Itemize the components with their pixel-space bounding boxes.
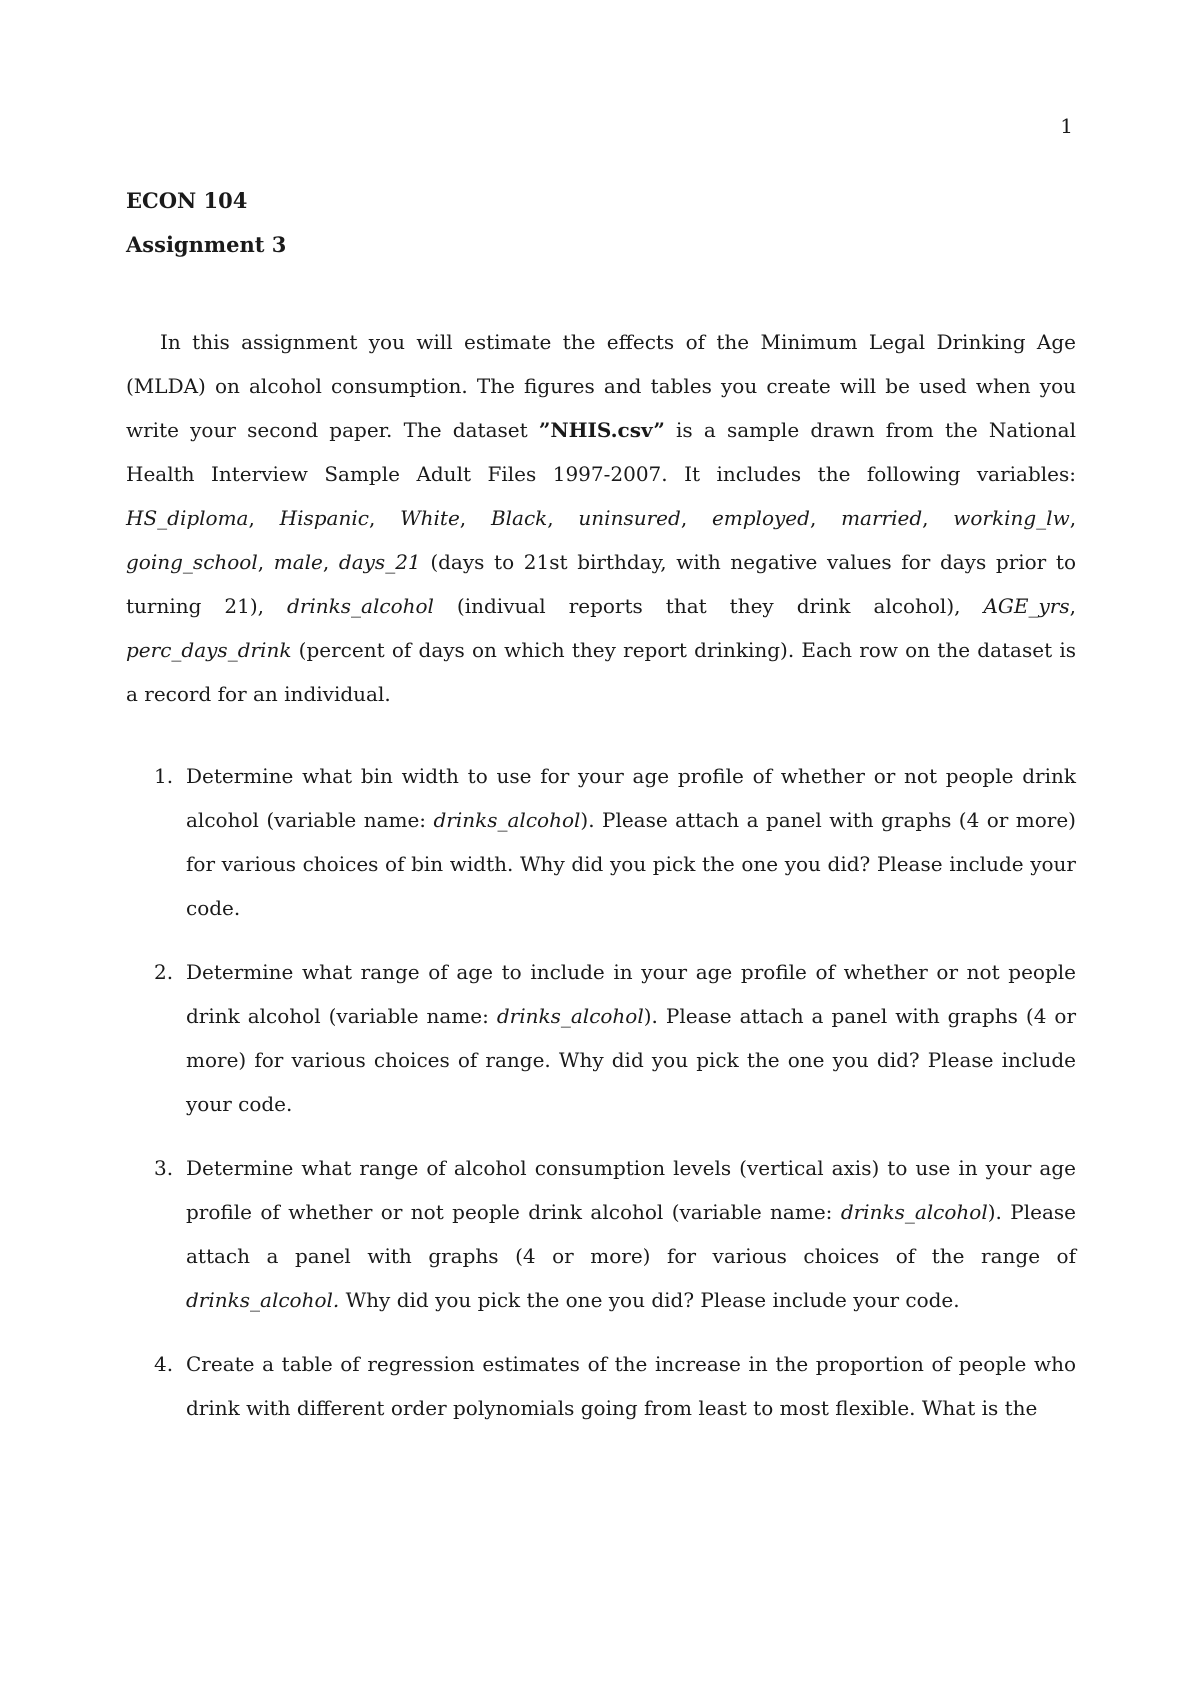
separator: , — [809, 506, 842, 530]
separator: , — [248, 506, 280, 530]
question-item — [126, 950, 1076, 1126]
variable-name: going_school — [126, 550, 258, 574]
variable-name: drinks_alcohol. — [186, 1288, 340, 1312]
question-list — [126, 754, 1076, 1450]
question-item — [126, 754, 1076, 930]
question-text: Why did you pick the one you did? Please include your code. — [339, 1288, 960, 1312]
intro-text: In this assignment you will estimate the effects of the Minimum Legal Drinking Age (MLDA) on alcohol consumption. The figures and tables you create will be used when you write your second paper. The dataset — [126, 330, 1076, 442]
question-text: ). Please attach a panel with graphs (4 or more) for various choices of bin width. Why did you pick the one you did? Please include your code. — [186, 808, 1076, 920]
variable-name: Hispanic — [279, 506, 369, 530]
variable-name: drinks_alcohol — [496, 1004, 644, 1028]
question-text: Determine what range of age to include in your age profile of whether or not people drink alcohol (variable name: — [186, 960, 1076, 1028]
separator: , — [680, 506, 712, 530]
variable-name: drinks_alcohol — [840, 1200, 988, 1224]
separator: , — [1069, 594, 1076, 618]
variable-name: days_21 — [338, 550, 421, 574]
question-number: 3. — [154, 1156, 174, 1180]
question-text: Determine what bin width to use for your age profile of whether or not people drink alcohol (variable name: — [186, 764, 1076, 832]
intro-paragraph — [126, 320, 1076, 716]
separator: , — [322, 550, 339, 574]
assignment-title: Assignment 3 — [126, 232, 287, 257]
separator: , — [459, 506, 491, 530]
variable-name: uninsured — [578, 506, 681, 530]
intro-text: is a sample drawn from the National Health Interview Sample Adult Files 1997-2007. It includes the following variables: — [126, 418, 1076, 486]
variable-name: HS_diploma — [126, 506, 249, 530]
separator: , — [922, 506, 954, 530]
dataset-name: ”NHIS.csv” — [538, 418, 665, 442]
separator: , — [547, 506, 579, 530]
intro-text: (indivual reports that they drink alcohol), — [433, 594, 984, 618]
separator: , — [368, 506, 401, 530]
separator: , — [1069, 506, 1077, 530]
question-item — [126, 1146, 1076, 1322]
variable-name: AGE_yrs — [983, 594, 1070, 618]
variable-name: drinks_alcohol — [433, 808, 581, 832]
separator: , — [257, 550, 274, 574]
question-number: 4. — [154, 1352, 174, 1376]
question-text: ). Please attach a panel with graphs (4 or more) for various choices of the range of — [186, 1200, 1076, 1268]
variable-name: White — [400, 506, 460, 530]
page-number: 1 — [1060, 114, 1073, 138]
variable-name: employed — [711, 506, 810, 530]
variable-name: perc_days_drink — [126, 638, 292, 662]
course-title: ECON 104 — [126, 188, 248, 213]
question-text: Determine what range of alcohol consumption levels (vertical axis) to use in your age profile of whether or not people drink alcohol (variable name: — [186, 1156, 1076, 1224]
question-text: Create a table of regression estimates of the increase in the proportion of people who drink with different order polynomials going from least to most flexible. What is the — [186, 1352, 1076, 1420]
intro-text: (percent of days on which they report drinking). Each row on the dataset is a record for an individual. — [126, 638, 1076, 706]
variable-name: Black — [490, 506, 548, 530]
variable-name: drinks_alcohol — [287, 594, 434, 618]
variable-name: married — [841, 506, 923, 530]
variable-name: male — [273, 550, 323, 574]
variable-name: working_lw — [953, 506, 1070, 530]
intro-text: (days to 21st birthday, with negative values for days prior to turning 21), — [126, 550, 1076, 618]
question-number: 2. — [154, 960, 174, 984]
question-number: 1. — [154, 764, 174, 788]
question-item — [126, 1342, 1076, 1430]
question-text: ). Please attach a panel with graphs (4 or more) for various choices of range. Why did you pick the one you did? Please include your code. — [186, 1004, 1077, 1116]
